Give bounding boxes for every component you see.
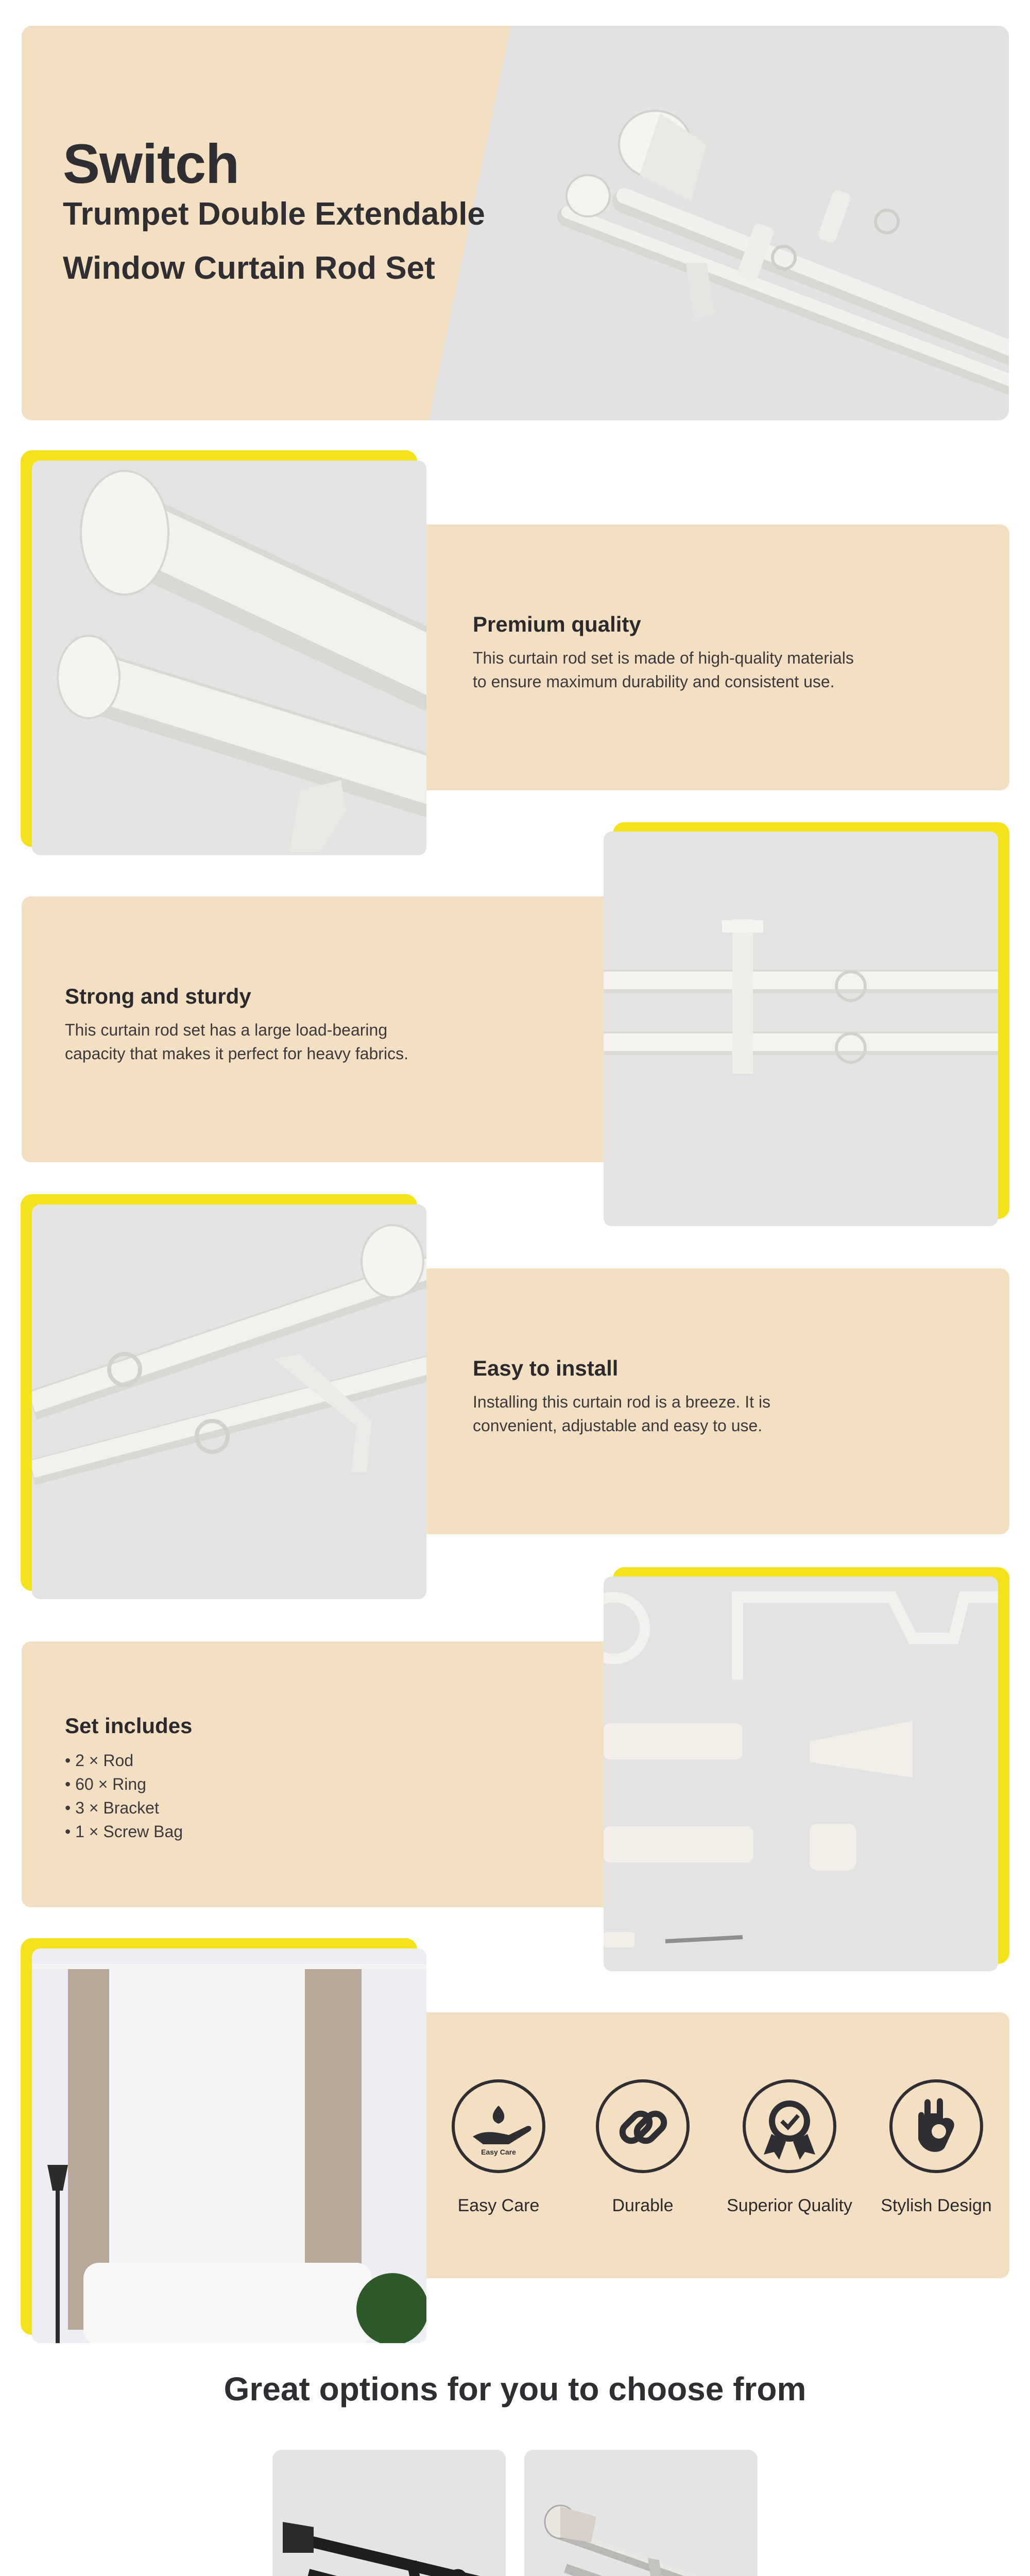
feature-text-line2: capacity that makes it perfect for heavy fabrics.	[65, 1044, 408, 1063]
set-includes-title: Set includes	[65, 1714, 193, 1738]
feature-text-line1: This curtain rod set is made of high-quality materials	[473, 649, 854, 667]
room-scene-image	[32, 1948, 426, 2343]
silver-rod-image	[524, 2450, 758, 2576]
feature-text-line2: to ensure maximum durability and consistent use.	[473, 672, 835, 691]
chain-link-icon	[594, 2077, 692, 2175]
product-title-line2: Window Curtain Rod Set	[63, 250, 435, 286]
feature-title: Strong and sturdy	[65, 984, 251, 1008]
feature-text-line1: This curtain rod set has a large load-bearing	[65, 1021, 388, 1039]
list-item: • 1 × Screw Bag	[65, 1820, 183, 1843]
benefit-label: Superior Quality	[727, 2196, 852, 2215]
feature-text-line2: convenient, adjustable and easy to use.	[473, 1416, 763, 1435]
benefit-label: Durable	[612, 2196, 674, 2215]
quality-badge-icon	[741, 2077, 838, 2175]
benefit-label: Easy Care	[457, 2196, 540, 2215]
hero-banner	[22, 26, 1009, 420]
options-heading: Great options for you to choose from	[224, 2370, 806, 2408]
set-includes-list	[65, 1749, 183, 1843]
hero-product-image	[566, 111, 1009, 386]
feature-image-premium	[32, 461, 426, 855]
benefit-label: Stylish Design	[881, 2196, 992, 2215]
hand-care-icon	[450, 2077, 547, 2175]
feature-title: Easy to install	[473, 1356, 619, 1380]
list-item: • 3 × Bracket	[65, 1796, 183, 1820]
list-item: • 2 × Rod	[65, 1749, 183, 1772]
list-item: • 60 × Ring	[65, 1772, 183, 1796]
ok-hand-icon	[887, 2077, 985, 2175]
icon-text: Easy Care	[481, 2148, 516, 2156]
option-card-silver[interactable]	[524, 2450, 758, 2576]
feature-image-install	[32, 1205, 426, 1599]
set-contents-image	[604, 1577, 998, 1971]
option-card-black[interactable]	[272, 2450, 506, 2576]
feature-title: Premium quality	[473, 612, 641, 636]
product-title-line1: Trumpet Double Extendable	[63, 196, 485, 232]
feature-text-line1: Installing this curtain rod is a breeze. It is	[473, 1393, 771, 1411]
feature-image-sturdy	[604, 832, 998, 1226]
black-rod-image	[272, 2450, 506, 2576]
brand-name: Switch	[63, 132, 239, 195]
